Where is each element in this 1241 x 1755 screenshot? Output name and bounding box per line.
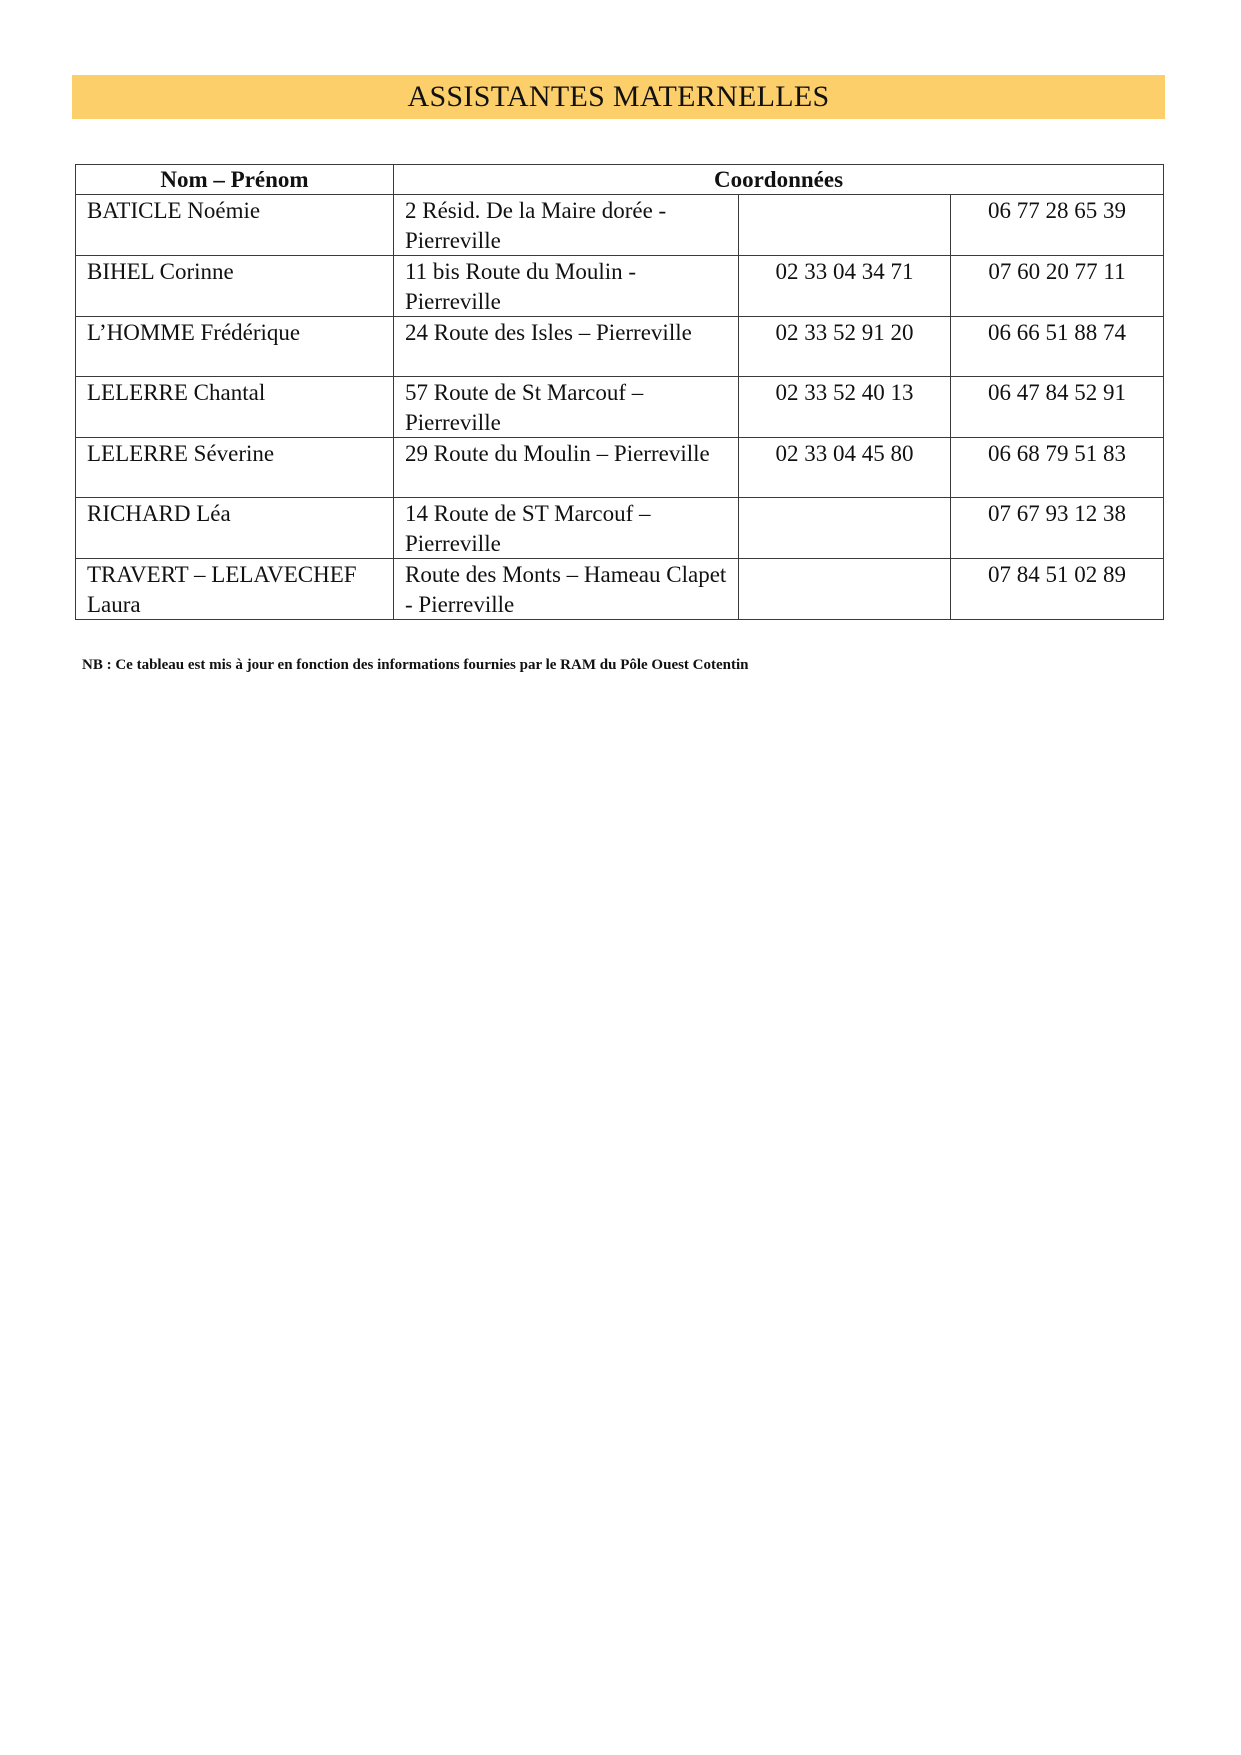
cell-phone-mobile: 06 66 51 88 74 <box>951 317 1164 377</box>
cell-phone-mobile: 06 68 79 51 83 <box>951 438 1164 498</box>
cell-name: BATICLE Noémie <box>76 195 394 256</box>
cell-phone-fixed <box>739 195 951 256</box>
cell-address: 24 Route des Isles – Pierreville <box>394 317 739 377</box>
table-row <box>76 438 1164 498</box>
cell-name: RICHARD Léa <box>76 498 394 559</box>
cell-name: L’HOMME Frédérique <box>76 317 394 377</box>
header-coordinates: Coordonnées <box>394 165 1164 195</box>
table-row <box>76 498 1164 559</box>
contacts-table <box>75 164 1164 620</box>
cell-phone-mobile: 07 60 20 77 11 <box>951 256 1164 317</box>
table-row <box>76 195 1164 256</box>
cell-address: 11 bis Route du Moulin - Pierreville <box>394 256 739 317</box>
cell-phone-mobile: 07 67 93 12 38 <box>951 498 1164 559</box>
cell-name: LELERRE Chantal <box>76 377 394 438</box>
cell-address: 14 Route de ST Marcouf – Pierreville <box>394 498 739 559</box>
table-row <box>76 559 1164 620</box>
cell-phone-fixed: 02 33 04 45 80 <box>739 438 951 498</box>
table-row <box>76 256 1164 317</box>
table-header-row <box>76 165 1164 195</box>
cell-address: 29 Route du Moulin – Pierreville <box>394 438 739 498</box>
header-name: Nom – Prénom <box>76 165 394 195</box>
page-title: ASSISTANTES MATERNELLES <box>407 80 830 113</box>
cell-name: BIHEL Corinne <box>76 256 394 317</box>
cell-name: LELERRE Séverine <box>76 438 394 498</box>
footnote: NB : Ce tableau est mis à jour en fonction des informations fournies par le RAM du Pôle Ouest Cotentin <box>82 657 749 673</box>
cell-address: 57 Route de St Marcouf – Pierreville <box>394 377 739 438</box>
table-row <box>76 377 1164 438</box>
cell-address: 2 Résid. De la Maire dorée - Pierreville <box>394 195 739 256</box>
cell-phone-fixed: 02 33 04 34 71 <box>739 256 951 317</box>
cell-phone-fixed: 02 33 52 40 13 <box>739 377 951 438</box>
cell-name: TRAVERT – LELAVECHEF Laura <box>76 559 394 620</box>
cell-address: Route des Monts – Hameau Clapet - Pierreville <box>394 559 739 620</box>
cell-phone-mobile: 07 84 51 02 89 <box>951 559 1164 620</box>
cell-phone-fixed <box>739 559 951 620</box>
cell-phone-mobile: 06 47 84 52 91 <box>951 377 1164 438</box>
cell-phone-fixed: 02 33 52 91 20 <box>739 317 951 377</box>
title-banner <box>72 75 1165 119</box>
cell-phone-mobile: 06 77 28 65 39 <box>951 195 1164 256</box>
cell-phone-fixed <box>739 498 951 559</box>
table-row <box>76 317 1164 377</box>
